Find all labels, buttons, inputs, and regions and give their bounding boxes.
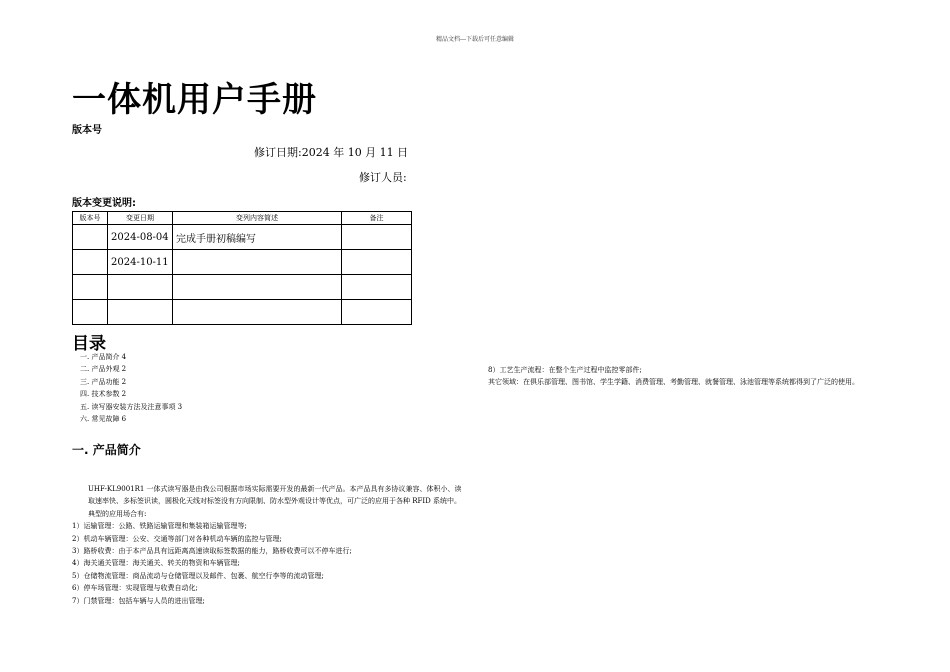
document-title: 一体机用户手册	[72, 80, 317, 120]
table-cell: 完成手册初稿编写	[173, 225, 342, 250]
paragraph: 其它领域：在俱乐部管理、图书馆、学生学籍、消费管理、考勤管理、就餐管理、泳池管理等系统都得到了广泛的使用。	[488, 378, 859, 387]
toc-item[interactable]: 一. 产品简介 4	[80, 353, 127, 361]
table-cell	[73, 275, 108, 300]
table-row	[73, 300, 412, 325]
toc-item[interactable]: 二. 产品外观 2	[80, 365, 127, 374]
col-header-remarks: 备注	[342, 212, 412, 225]
table-cell	[73, 300, 108, 325]
table-cell	[342, 275, 412, 300]
change-log-table	[72, 211, 412, 325]
list-item: 6）停车场管理：实现管理与收费自动化;	[72, 584, 198, 593]
toc-item[interactable]: 四. 技术参数 2	[80, 390, 127, 399]
toc-item[interactable]: 六. 常见故障 6	[80, 415, 127, 424]
table-cell	[108, 300, 173, 325]
table-cell	[108, 275, 173, 300]
list-item: 8）工艺生产流程：在整个生产过程中监控零部件;	[488, 366, 642, 374]
section-body	[72, 483, 462, 607]
table-cell	[342, 300, 412, 325]
table-cell	[73, 225, 108, 250]
version-label: 版本号	[72, 125, 102, 136]
col-header-description: 变列内容简述	[173, 212, 342, 225]
table-row	[73, 250, 412, 275]
list-item: 2）机动车辆管理：公安、交通等部门对各种机动车辆的监控与管理;	[72, 534, 282, 543]
intro-paragraph: UHF-KL9001R1 一体式读写器是由我公司根据市场实际需要开发的最新一代产品。本产品具有多协议兼容、体积小、读取速率快、多标签识读，圆极化天线对标签没有方向限制、防水型外观设计等优点，可广泛的应用于各种 RFID 系统中。典型的应用场合有:	[88, 485, 462, 518]
list-item: 4）海关通关管理：海关通关、转关的物资和车辆管理;	[72, 559, 240, 568]
list-item: 3）路桥收费：由于本产品具有远距离高速读取标签数据的能力，路桥收费可以不停车进行;	[72, 547, 352, 556]
table-cell	[173, 250, 342, 275]
toc-item[interactable]: 三. 产品功能 2	[80, 377, 127, 386]
list-item: 5）仓储物流管理：商品流动与仓储管理以及邮件、包裹、航空行李等的流动管理;	[72, 571, 324, 580]
table-cell	[73, 250, 108, 275]
col-header-version: 版本号	[73, 212, 108, 225]
change-log-heading: 版本变更说明:	[72, 198, 136, 209]
col-header-date: 变更日期	[108, 212, 173, 225]
revision-date: 修订日期:2024 年 10 月 11 日	[254, 146, 409, 159]
section-heading: 一. 产品简介	[72, 443, 141, 457]
header-note: 精品文档---下载后可任意编辑	[435, 36, 515, 43]
list-item: 7）门禁管理：包括车辆与人员的进出管理;	[72, 596, 205, 605]
table-header-row	[73, 212, 412, 225]
reviser-label: 修订人员:	[359, 171, 407, 184]
table-cell: 2024-10-11	[108, 250, 173, 275]
toc-heading: 目录	[72, 334, 106, 354]
right-column-text	[488, 364, 883, 389]
table-cell	[173, 300, 342, 325]
table-cell: 2024-08-04	[108, 225, 173, 250]
list-item: 1）运输管理：公路、铁路运输管理和集装箱运输管理等;	[72, 522, 247, 531]
table-cell	[342, 250, 412, 275]
table-cell	[173, 275, 342, 300]
table-cell	[342, 225, 412, 250]
table-of-contents	[80, 351, 182, 425]
table-row	[73, 275, 412, 300]
table-row	[73, 225, 412, 250]
toc-item[interactable]: 五. 读写器安装方法及注意事项 3	[80, 402, 183, 411]
